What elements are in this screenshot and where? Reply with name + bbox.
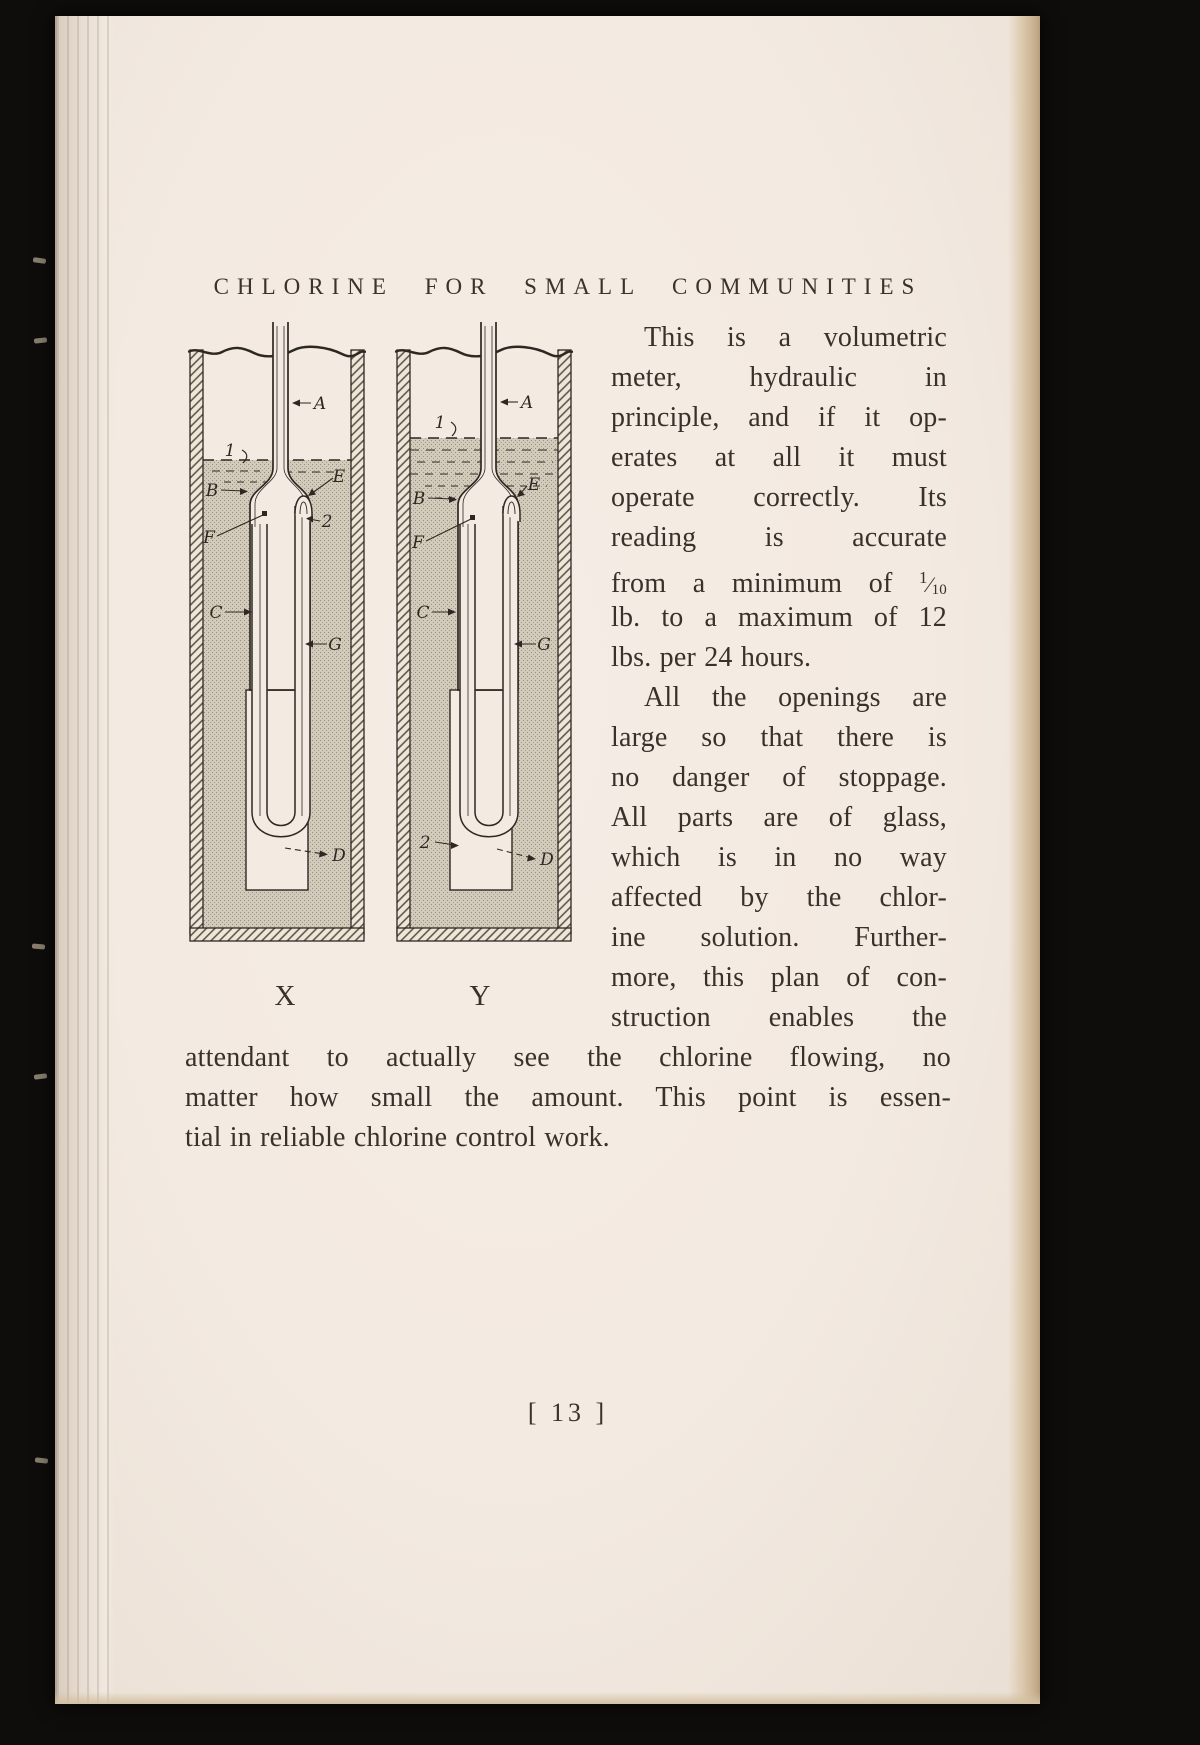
- stitch-mark: [34, 337, 47, 343]
- body-line: no danger of stoppage.: [611, 762, 947, 793]
- stitch-mark: [32, 943, 45, 949]
- fraction-one-tenth: [919, 568, 947, 599]
- stitch-mark: [34, 1073, 48, 1080]
- body-line: meter, hydraulic in: [611, 362, 947, 393]
- label-two: 2: [321, 512, 333, 532]
- body-line: All parts are of glass,: [611, 802, 947, 833]
- vessel-wall-left: [397, 350, 410, 934]
- fraction-numerator: 1: [919, 568, 928, 587]
- body-line: reading is accurate: [611, 522, 947, 553]
- body-line: principle, and if it op-: [611, 402, 947, 433]
- label-d: D: [332, 846, 346, 866]
- footer-paragraph: [185, 1038, 951, 1158]
- page-number: [ 13 ]: [527, 1398, 609, 1427]
- body-line: more, this plan of con-: [611, 962, 947, 993]
- label-a: A: [520, 393, 534, 413]
- body-line: large so that there is: [611, 722, 947, 753]
- vessel-bottom: [190, 928, 364, 941]
- label-g: G: [537, 635, 551, 655]
- body-line: operate correctly. Its: [611, 482, 947, 513]
- body-line: All the openings are: [644, 682, 947, 713]
- body-line: This is a volumetric: [644, 322, 947, 353]
- body-line: which is in no way: [611, 842, 947, 873]
- page-fore-edge: [1008, 16, 1040, 1704]
- figure-diagram-y: [395, 292, 573, 952]
- body-line-text: from a minimum of: [611, 568, 920, 599]
- label-two: 2: [419, 833, 431, 853]
- label-one: 1: [224, 441, 236, 461]
- label-d: D: [540, 850, 554, 870]
- label-c: C: [416, 603, 430, 623]
- stitch-mark: [35, 1457, 48, 1463]
- book-spine-edge: [55, 16, 115, 1704]
- vessel-bottom: [397, 928, 571, 941]
- vessel-wall-right: [558, 350, 571, 934]
- body-column: [611, 318, 947, 1038]
- label-e: E: [332, 467, 346, 487]
- fraction-slash: ⁄: [927, 572, 932, 597]
- body-line: affected by the chlor-: [611, 882, 947, 913]
- label-b: B: [412, 489, 426, 509]
- label-e: E: [527, 475, 541, 495]
- figure-caption-x: X: [274, 980, 296, 1012]
- running-head: CHLORINE FOR SMALL COMMUNITIES: [213, 274, 923, 299]
- body-line: [611, 558, 947, 598]
- book-page: [55, 16, 1040, 1704]
- label-a: A: [313, 394, 327, 414]
- vessel-wall-left: [190, 350, 203, 934]
- body-line: attendant to actually see the chlorine flowing, no: [185, 1042, 951, 1073]
- fraction-denominator: 10: [931, 582, 947, 598]
- body-line: struction enables the: [611, 1002, 947, 1033]
- stitch-mark: [33, 257, 47, 264]
- vessel-wall-right: [351, 350, 364, 934]
- page-bottom-edge: [55, 1692, 1040, 1704]
- label-c: C: [209, 603, 223, 623]
- body-line: matter how small the amount. This point is essen-: [185, 1082, 951, 1113]
- body-line: lbs. per 24 hours.: [611, 642, 812, 673]
- figure-diagram-x: [188, 292, 366, 952]
- label-g: G: [328, 635, 342, 655]
- body-line: tial in reliable chlorine control work.: [185, 1122, 610, 1153]
- label-one: 1: [434, 413, 446, 433]
- label-f: F: [203, 528, 215, 548]
- body-line: ine solution. Further-: [611, 922, 947, 953]
- body-line: lb. to a maximum of 12: [611, 602, 947, 633]
- label-b: B: [205, 481, 219, 501]
- label-f: F: [412, 533, 424, 553]
- figure-caption-y: Y: [469, 980, 491, 1012]
- body-line: erates at all it must: [611, 442, 947, 473]
